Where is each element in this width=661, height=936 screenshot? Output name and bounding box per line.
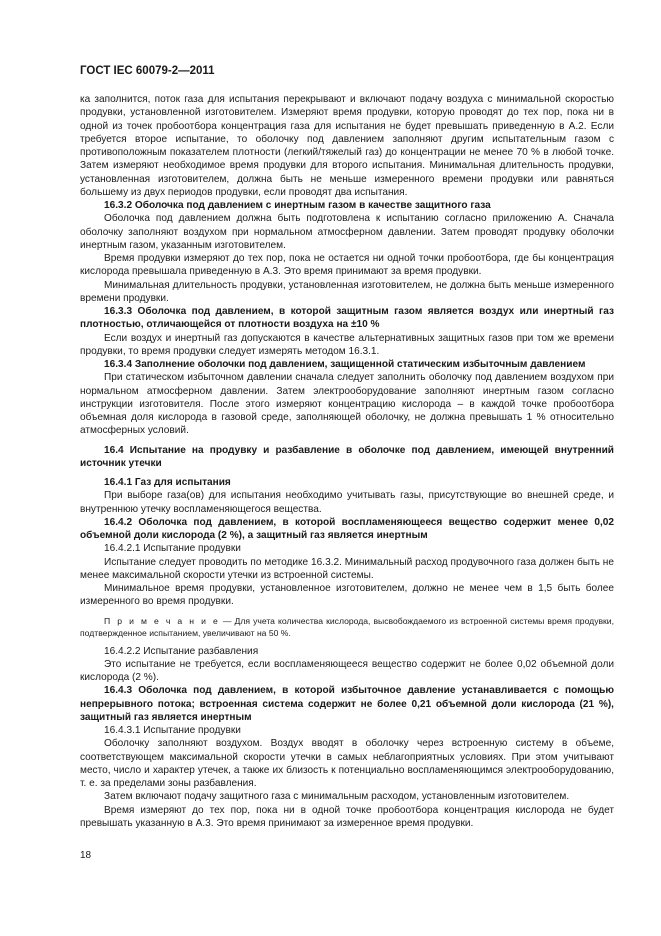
paragraph: Испытание следует проводить по методике 16.3.2. Минимальный расход продувочного газа должен быть не менее максимальной скорости утечки из встроенной системы. [80, 556, 614, 581]
paragraph: ка заполнится, поток газа для испытания перекрывают и включают подачу воздуха с минимальной скоростью продувки, установленной изготовителем. Измеряют время продувки, которую проводят до тех пор, пока ни в одной из точек пробоотбора концентрация газа для испытания не будет превышать приведенную в А.2. Если требуется второе испытание, то оболочку под давлением заполняют другим испытательным газом с противоположным показателем плотности (легкий/тяжелый газ) до концентрации не менее 70 % в любой точке. Затем измеряют необходимое время продувки для второго испытания. Минимальная длительность продувки, установленная изготовителем, должна быть не меньше измеренного времени продувки или равняться большему из двух периодов продувки, если проводят два испытания. [80, 94, 614, 198]
paragraph: При выборе газа(ов) для испытания необходимо учитывать газы, присутствующие во внешней среде, и внутреннюю утечку воспламеняющегося вещества. [80, 490, 614, 515]
subsection-heading: 16.4.2.1 Испытание продувки [104, 543, 241, 555]
paragraph: Минимальная длительность продувки, установленная изготовителем, не должна быть меньше измеренного времени продувки. [80, 279, 614, 304]
paragraph: Время измеряют до тех пор, пока ни в одной точке пробоотбора концентрация кислорода не будет превышать указанную в А.3. Это время принимают за измеренное время продувки. [80, 804, 614, 829]
note-label: П р и м е ч а н и е [104, 615, 220, 626]
document-page [80, 64, 614, 830]
paragraph: Оболочка под давлением должна быть подготовлена к испытанию согласно приложению А. Сначала оболочку заполняют воздухом при нормальном атмосферном давлении. Затем проводят продувку оболочки инертным газом, указанным изготовителем. [80, 213, 614, 251]
section-heading: 16.4.2 Оболочка под давлением, в которой воспламеняющееся вещество содержит менее 0,02 объемной доли кислорода (2 %), а защитный газ является инертным [80, 516, 614, 541]
paragraph: Время продувки измеряют до тех пор, пока не остается ни одной точки пробоотбора, где бы концентрация кислорода превышала приведенную в А.3. Это время принимают за время продувки. [80, 253, 614, 278]
note-text: — Для учета количества кислорода, высвобождаемого из встроенной системы время продувки, подтвержденное испытанием, увеличивают на 50 %. [80, 615, 614, 638]
page-number: 18 [80, 850, 92, 861]
paragraph: Если воздух и инертный газ допускаются в качестве альтернативных защитных газов при том же времени продувки, то время продувки следует измерять методом 16.3.1. [80, 332, 614, 357]
section-heading: 16.4.1 Газ для испытания [104, 477, 231, 488]
subsection-heading: 16.4.3.1 Испытание продувки [104, 725, 241, 736]
paragraph: Оболочку заполняют воздухом. Воздух вводят в оболочку через встроенную систему в объеме, соответствующем максимальной скорости утечки в самых неблагоприятных условиях. При этом учитывают место, число и характер утечек, а также их близость к потенциально воспламеняющимся электрооборудованию, т. е. за пределами зоны разбавления. [80, 738, 614, 789]
paragraph: При статическом избыточном давлении сначала следует заполнить оболочку под давлением воздухом при нормальном атмосферном давлении. Затем электрооборудование заполняют инертным газом согласно инструкции изготовителя. После этого измеряют концентрацию кислорода – в каждой точке пробоотбора объемная доля кислорода в газовой среде, заполняющей оболочку, не должна превышать 1 % относительно атмосферных условий. [80, 372, 614, 437]
section-heading: 16.4 Испытание на продувку и разбавление в оболочке под давлением, имеющей внутренний источник утечки [80, 444, 614, 469]
section-heading: 16.3.2 Оболочка под давлением с инертным газом в качестве защитного газа [104, 200, 491, 211]
section-heading: 16.4.3 Оболочка под давлением, в которой избыточное давление устанавливается с помощью непрерывного потока; встроенная система содержит не более 0,21 объемной доли кислорода (21 %), защитный газ является инертным [80, 685, 614, 723]
paragraph: Минимальное время продувки, установленное изготовителем, должно не менее чем в 1,5 быть более измеренного во время продувки. [80, 583, 614, 608]
paragraph: Затем включают подачу защитного газа с минимальным расходом, установленным изготовителем. [104, 791, 570, 803]
section-heading: 16.3.4 Заполнение оболочки под давлением, защищенной статическим избыточным давлением [104, 359, 586, 370]
paragraph: Это испытание не требуется, если воспламеняющееся вещество содержит не более 0,02 объемной доли кислорода (2 %). [80, 658, 614, 683]
subsection-heading: 16.4.2.2 Испытание разбавления [104, 645, 259, 657]
page-header: ГОСТ IEC 60079-2—2011 [80, 65, 215, 77]
section-heading: 16.3.3 Оболочка под давлением, в которой защитным газом является воздух или инертный газ плотностью, отличающейся от плотности воздуха на ±10 % [80, 306, 614, 331]
note [80, 615, 614, 639]
